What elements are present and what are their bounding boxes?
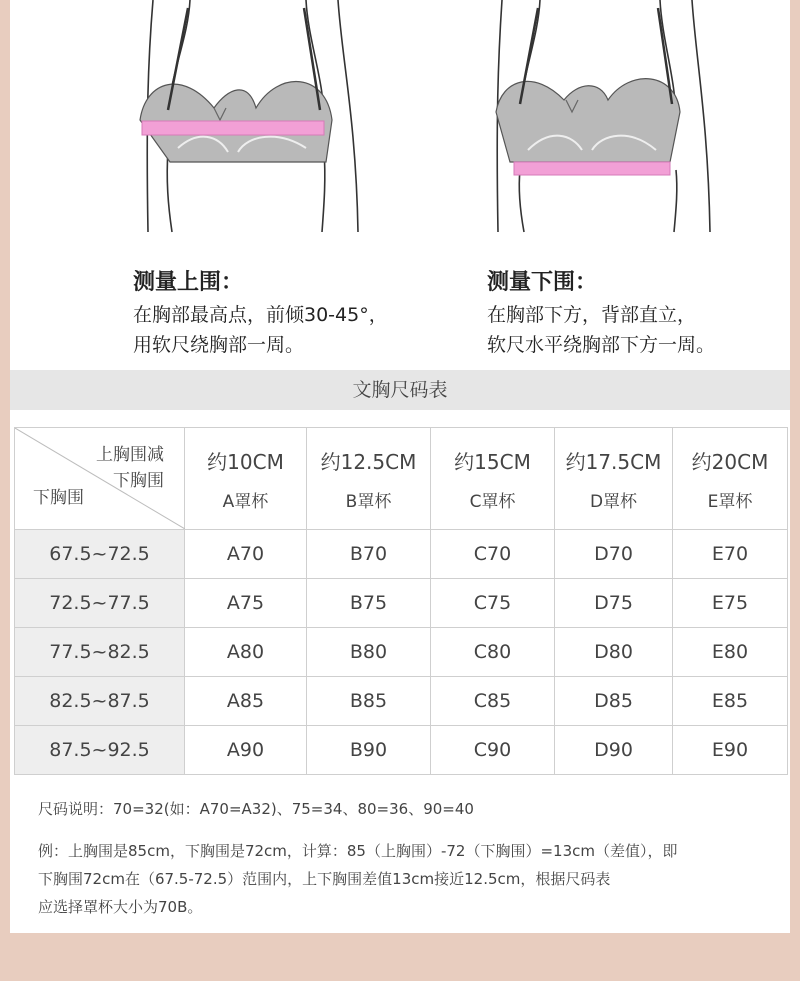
corner-row-label: 下胸围	[33, 488, 84, 508]
upper-bust-line-2: 用软尺绕胸部一周。	[133, 334, 305, 356]
table-row	[15, 677, 788, 726]
under-bust-line-1: 在胸部下方，背部直立，	[487, 304, 697, 326]
size-cell: C85	[431, 677, 555, 726]
table-row	[15, 726, 788, 775]
size-table	[14, 427, 788, 775]
example-note	[38, 837, 768, 921]
column-cup: C罩杯	[469, 491, 516, 512]
upper-bust-caption	[133, 268, 388, 360]
size-cell: C90	[431, 726, 555, 775]
size-cell: A80	[185, 628, 307, 677]
size-cell: B70	[307, 530, 431, 579]
corner-cell	[15, 428, 185, 530]
size-cell: B75	[307, 579, 431, 628]
row-range: 67.5~72.5	[15, 530, 185, 579]
column-header	[431, 428, 555, 530]
size-cell: C75	[431, 579, 555, 628]
size-cell: E80	[673, 628, 788, 677]
size-cell: D90	[555, 726, 673, 775]
table-row	[15, 530, 788, 579]
size-cell: A75	[185, 579, 307, 628]
table-header-row	[15, 428, 788, 530]
upper-bust-line-1: 在胸部最高点，前倾30-45°，	[133, 304, 388, 326]
size-cell: C70	[431, 530, 555, 579]
size-cell: D85	[555, 677, 673, 726]
table-row	[15, 628, 788, 677]
size-note: 尺码说明：70=32(如：A70=A32)、75=34、80=36、90=40	[38, 800, 474, 818]
column-header	[185, 428, 307, 530]
column-cup: E罩杯	[707, 491, 753, 512]
size-cell: B90	[307, 726, 431, 775]
example-line-1: 例：上胸围是85cm，下胸围是72cm，计算：85（上胸围）-72（下胸围）=13cm（差值），即	[38, 842, 678, 860]
size-cell: C80	[431, 628, 555, 677]
column-diff: 约10CM	[207, 449, 284, 474]
size-cell: D75	[555, 579, 673, 628]
row-range: 87.5~92.5	[15, 726, 185, 775]
column-diff: 约12.5CM	[320, 449, 417, 474]
row-range: 77.5~82.5	[15, 628, 185, 677]
upper-bust-title: 测量上围：	[133, 270, 244, 295]
column-header	[555, 428, 673, 530]
upper-bust-illustration	[128, 0, 378, 240]
size-cell: A70	[185, 530, 307, 579]
size-cell: E70	[673, 530, 788, 579]
column-diff: 约17.5CM	[565, 449, 662, 474]
column-cup: D罩杯	[589, 491, 638, 512]
size-cell: D70	[555, 530, 673, 579]
under-bust-title: 测量下围：	[487, 270, 598, 295]
measuring-tape	[142, 121, 324, 135]
column-diff: 约20CM	[691, 449, 769, 474]
measuring-tape	[514, 162, 670, 175]
size-guide-card	[10, 0, 790, 933]
under-bust-caption	[487, 268, 715, 360]
example-line-2: 下胸围72cm在（67.5-72.5）范围内，上下胸围差值13cm接近12.5cm，根据尺码表	[38, 870, 611, 888]
corner-diff-label: 上胸围减	[96, 445, 164, 465]
size-table-title: 文胸尺码表	[10, 370, 790, 410]
row-range: 82.5~87.5	[15, 677, 185, 726]
size-cell: E85	[673, 677, 788, 726]
table-row	[15, 579, 788, 628]
size-cell: E75	[673, 579, 788, 628]
column-diff: 约15CM	[454, 449, 531, 474]
size-cell: E90	[673, 726, 788, 775]
size-cell: B80	[307, 628, 431, 677]
column-cup: A罩杯	[222, 491, 269, 512]
column-header	[673, 428, 788, 530]
size-cell: D80	[555, 628, 673, 677]
column-header	[307, 428, 431, 530]
size-cell: A85	[185, 677, 307, 726]
size-cell: B85	[307, 677, 431, 726]
under-bust-illustration	[480, 0, 730, 240]
size-cell: A90	[185, 726, 307, 775]
corner-under-label: 下胸围	[113, 471, 164, 491]
row-range: 72.5~77.5	[15, 579, 185, 628]
example-line-3: 应选择罩杯大小为70B。	[38, 898, 203, 916]
under-bust-line-2: 软尺水平绕胸部下方一周。	[487, 334, 716, 356]
column-cup: B罩杯	[345, 491, 392, 512]
